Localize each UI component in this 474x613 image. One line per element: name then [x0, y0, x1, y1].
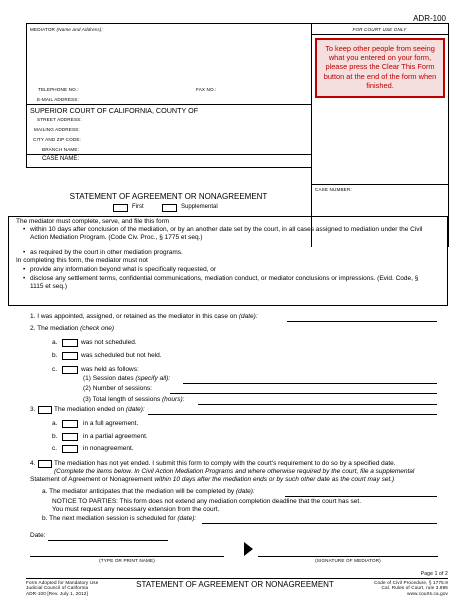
- notice-line-1: NOTICE TO PARTIES: This form does not extend any mediation completion deadline that the court has set.: [52, 498, 362, 505]
- session-count-line[interactable]: [170, 393, 437, 394]
- ended-label: The mediation ended on (date):: [54, 406, 145, 413]
- item-3b-label: b.: [52, 433, 58, 440]
- first-label: First: [132, 204, 144, 210]
- item-4-number: 4.: [30, 460, 36, 467]
- session-dates-line[interactable]: [183, 383, 437, 384]
- instruction-bullet-3: • provide any information beyond what is specifically requested, or: [30, 266, 430, 274]
- court-rule: [26, 104, 311, 105]
- nonagreement-label: in nonagreement.: [83, 445, 134, 452]
- not-held-checkbox[interactable]: [62, 352, 78, 360]
- supplemental-checkbox[interactable]: [162, 204, 177, 212]
- partial-agreement-checkbox[interactable]: [62, 433, 78, 441]
- right-rule: [448, 23, 449, 247]
- telephone-label: TELEPHONE NO.:: [38, 87, 79, 92]
- top-rule: [26, 23, 448, 24]
- case-name-label: CASE NAME:: [42, 156, 80, 162]
- mailing-label: MAILING ADDRESS:: [34, 127, 80, 132]
- item-2c-label: c.: [52, 366, 58, 373]
- item-1: 1. I was appointed, assigned, or retained as the mediator in this case on (date):: [30, 313, 258, 320]
- item-3c-label: c.: [52, 445, 58, 452]
- item-2: 2. The mediation (check one): [30, 325, 115, 332]
- footer-right: Code of Civil Procedure, § 1775.9 Cal. Rules of Court, rule 3.895 www.courts.ca.gov: [374, 580, 448, 596]
- page-number: Page 1 of 2: [420, 571, 448, 577]
- held-checkbox[interactable]: [62, 366, 78, 374]
- city-label: CITY AND ZIP CODE:: [33, 137, 81, 142]
- signature-line[interactable]: [258, 556, 438, 557]
- date-line[interactable]: [48, 540, 168, 541]
- court-use-label: FOR COURT USE ONLY: [352, 27, 407, 32]
- branch-label: BRANCH NAME:: [42, 147, 80, 152]
- anticipated-completion: a. The mediator anticipates that the mediation will be completed by (date):: [42, 488, 255, 495]
- date-label: Date:: [30, 532, 46, 539]
- not-held-label: was scheduled but not held.: [81, 352, 162, 359]
- notice-line-2: You must request any necessary extension from the court.: [52, 506, 220, 513]
- session-count-label: (2) Number of sessions:: [83, 385, 152, 392]
- full-agreement-label: in a full agreement.: [83, 420, 139, 427]
- court-name: SUPERIOR COURT OF CALIFORNIA, COUNTY OF: [30, 106, 199, 115]
- partial-agreement-label: in a partial agreement.: [83, 433, 148, 440]
- not-scheduled-checkbox[interactable]: [62, 339, 78, 347]
- next-session-date-line[interactable]: [202, 523, 437, 524]
- supplemental-label: Supplemental: [181, 204, 218, 210]
- first-checkbox[interactable]: [113, 204, 128, 212]
- not-ended-checkbox[interactable]: [38, 460, 52, 468]
- case-name-rule: [26, 154, 311, 155]
- instruction-bullet-4: • disclose any settlement terms, confidential communications, mediation conduct, or mediator conclusions or impressions. (Evid. Code, § 1115 et seq.): [30, 275, 430, 291]
- instruction-bullet-1: • within 10 days after conclusion of the mediation, or by an another date set by the court, in all cases assigned to mediation under the Civil Action Mediation Program. (Code Civ. Proc., § 1775 et seq.): [30, 226, 430, 242]
- street-label: STREET ADDRESS:: [37, 117, 82, 122]
- ended-date-line[interactable]: [148, 414, 437, 415]
- anticipated-date-line[interactable]: [285, 496, 437, 497]
- privacy-warning: To keep other people from seeing what you entered on your form, please press the Clear This Form button at the end of the form when finished.: [315, 38, 445, 98]
- form-number: ADR-100: [413, 14, 446, 23]
- session-length-line[interactable]: [198, 404, 437, 405]
- court-use-divider: [311, 23, 312, 247]
- footer-rule: [26, 578, 448, 579]
- title-rule: [26, 167, 311, 168]
- name-line[interactable]: [30, 556, 224, 557]
- item-3-number: 3.: [30, 406, 36, 413]
- instructions-intro: The mediator must complete, serve, and file this form: [16, 218, 170, 225]
- ended-checkbox[interactable]: [38, 406, 52, 414]
- instructions-not: In completing this form, the mediator must not: [16, 257, 148, 264]
- court-use-rule: [311, 34, 448, 35]
- not-ended-text: The mediation has not yet ended. I submit this form to comply with the court's requirement to do so by a specified date.: [54, 460, 396, 467]
- not-scheduled-label: was not scheduled.: [81, 339, 137, 346]
- session-dates-label: (1) Session dates (specify all):: [83, 375, 171, 382]
- item-2b-label: b.: [52, 352, 58, 359]
- email-label: E-MAIL ADDRESS:: [37, 97, 79, 102]
- session-length-label: (3) Total length of sessions (hours):: [83, 396, 185, 403]
- not-ended-supplemental: Statement of Agreement or Nonagreement within 10 days after the mediation ends or by such other date as the court may set.): [30, 476, 395, 483]
- case-number-rule: [311, 184, 448, 185]
- next-session: b. The next mediation session is scheduled for (date):: [42, 515, 197, 522]
- item-3a-label: a.: [52, 420, 58, 427]
- full-agreement-checkbox[interactable]: [62, 420, 78, 428]
- nonagreement-checkbox[interactable]: [62, 445, 78, 453]
- signature-label: (SIGNATURE OF MEDIATOR): [315, 558, 381, 563]
- footer-title: STATEMENT OF AGREEMENT OR NONAGREEMENT: [136, 580, 334, 589]
- arrow-icon: [244, 542, 253, 556]
- held-label: was held as follows:: [81, 366, 139, 373]
- fax-label: FAX NO.:: [196, 87, 217, 92]
- form-title: STATEMENT OF AGREEMENT OR NONAGREEMENT: [69, 192, 268, 201]
- item-1-date-line[interactable]: [287, 321, 437, 322]
- left-rule: [26, 23, 27, 167]
- not-ended-instructions: (Complete the items below. In Civil Action Mediation Programs and where otherwise required by the court, file a supplemental: [54, 468, 415, 475]
- instruction-bullet-2: • as required by the court in other mediation programs.: [30, 249, 430, 257]
- case-number-label: CASE NUMBER:: [315, 187, 352, 192]
- type-name-label: (TYPE OR PRINT NAME): [99, 558, 155, 563]
- mediator-label: MEDIATOR (Name and Address):: [30, 27, 103, 32]
- item-2a-label: a.: [52, 339, 58, 346]
- footer-left: Form Adopted for Mandatory Use Judicial Council of California ADR-100 [Rev. July 1, 2012]: [26, 580, 99, 596]
